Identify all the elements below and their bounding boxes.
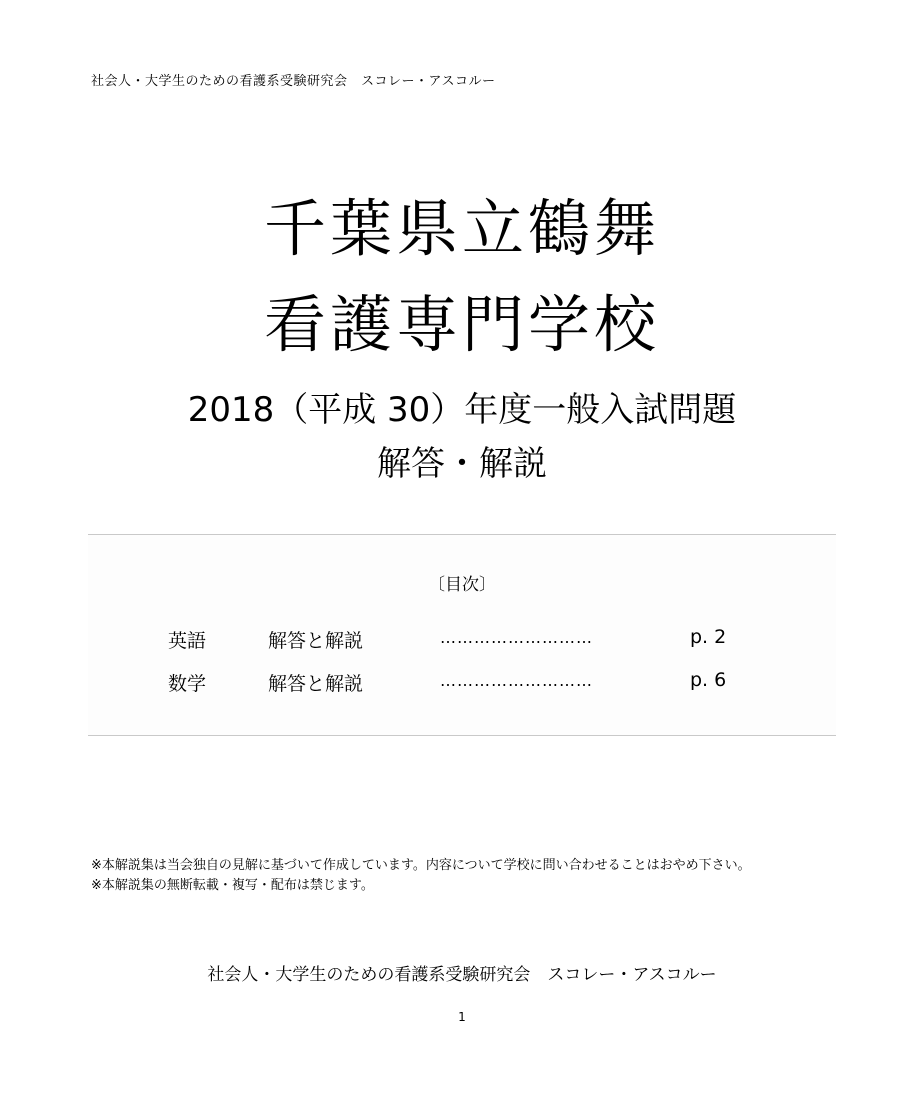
disclaimer-line-1: ※本解説集は当会独自の見解に基づいて作成しています。内容について学校に問い合わせることはおやめ下さい。: [91, 858, 751, 873]
toc-heading: 〔目次〕: [428, 575, 496, 595]
page-number: 1: [458, 1010, 466, 1024]
toc-subject: 数学: [168, 673, 207, 695]
toc-description: 解答と解説: [268, 673, 364, 695]
toc-page: p. 6: [690, 669, 727, 691]
subtitle: 2018（平成 30）年度一般入試問題: [187, 390, 737, 430]
toc-subject: 英語: [168, 630, 207, 652]
header-text: 社会人・大学生のための看護系受験研究会 スコレー・アスコルー: [91, 74, 496, 89]
toc-page: p. 2: [690, 626, 727, 648]
toc-row: [0, 626, 924, 656]
disclaimer-notes: [91, 856, 841, 896]
toc-leader-dots: ………………………: [440, 671, 593, 690]
subtitle-answers: 解答・解説: [377, 444, 547, 484]
toc-description: 解答と解説: [268, 630, 364, 652]
toc-leader-dots: ………………………: [440, 628, 593, 647]
title-line-2: 看護専門学校: [263, 288, 660, 361]
footer-text: 社会人・大学生のための看護系受験研究会 スコレー・アスコルー: [207, 965, 717, 985]
title-line-1: 千葉県立鶴舞: [263, 192, 660, 265]
toc-row: [0, 669, 924, 699]
disclaimer-line-2: ※本解説集の無断転載・複写・配布は禁じます。: [91, 878, 374, 893]
